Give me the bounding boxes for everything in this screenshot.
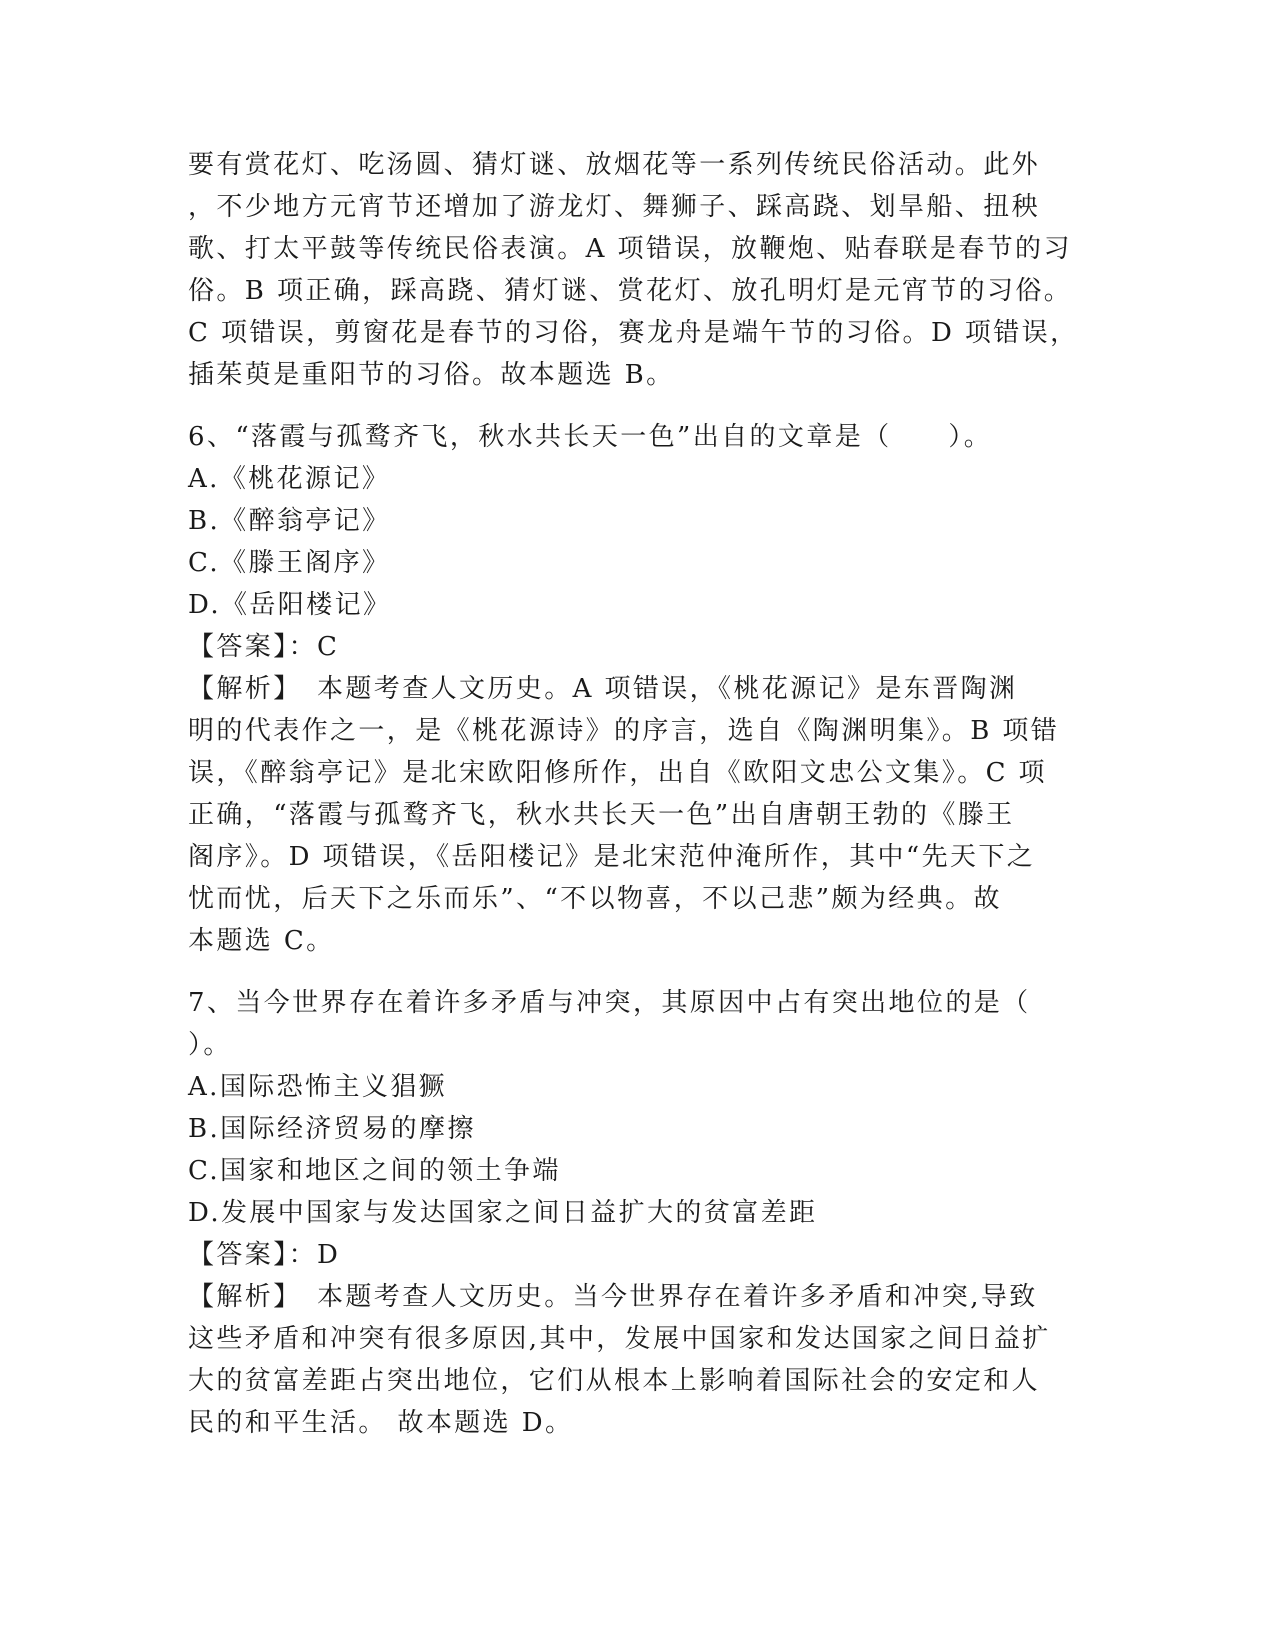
analysis-line: 民的和平生活。 故本题选 D。: [188, 1408, 574, 1438]
question-stem-continued: ）。: [188, 1030, 232, 1060]
option-a: A.《桃花源记》: [188, 464, 391, 494]
analysis-line: 误，《醉翁亭记》是北宋欧阳修所作，出自《欧阳文忠公文集》。C 项: [188, 758, 1047, 788]
text-line: 插茱萸是重阳节的习俗。故本题选 B。: [188, 360, 675, 390]
analysis-line: 【解析】 本题考查人文历史。当今世界存在着许多矛盾和冲突,导致: [188, 1282, 1038, 1312]
text-line: 俗。B 项正确，踩高跷、猜灯谜、赏花灯、放孔明灯是元宵节的习俗。: [188, 276, 1073, 306]
answer-line: 【答案】：D: [188, 1240, 341, 1270]
analysis-line: 本题选 C。: [188, 926, 335, 956]
option-b: B.《醉翁亭记》: [188, 506, 391, 536]
option-d: D.发展中国家与发达国家之间日益扩大的贫富差距: [188, 1198, 818, 1228]
option-b: B.国际经济贸易的摩擦: [188, 1114, 476, 1144]
text-line: ，不少地方元宵节还增加了游龙灯、舞狮子、踩高跷、划旱船、扭秧: [188, 192, 1041, 222]
option-c: C.国家和地区之间的领土争端: [188, 1156, 561, 1186]
option-c: C.《滕王阁序》: [188, 548, 391, 578]
analysis-line: 【解析】 本题考查人文历史。A 项错误，《桃花源记》是东晋陶渊: [188, 674, 1018, 704]
text-line: 要有赏花灯、吃汤圆、猜灯谜、放烟花等一系列传统民俗活动。此外: [188, 150, 1041, 180]
text-line: 歌、打太平鼓等传统民俗表演。A 项错误，放鞭炮、贴春联是春节的习: [188, 234, 1072, 264]
option-d: D.《岳阳楼记》: [188, 590, 392, 620]
option-a: A.国际恐怖主义猖獗: [188, 1072, 448, 1102]
text-line: C 项错误，剪窗花是春节的习俗，赛龙舟是端午节的习俗。D 项错误，: [188, 318, 1079, 348]
analysis-line: 阁序》。D 项错误，《岳阳楼记》是北宋范仲淹所作，其中“先天下之: [188, 842, 1036, 872]
analysis-line: 明的代表作之一，是《桃花源诗》的序言，选自《陶渊明集》。B 项错: [188, 716, 1060, 746]
analysis-line: 正确，“落霞与孤鹜齐飞，秋水共长天一色”出自唐朝王勃的《滕王: [188, 800, 1015, 830]
question-stem: 6、“落霞与孤鹜齐飞，秋水共长天一色”出自的文章是（ ）。: [188, 422, 993, 452]
answer-line: 【答案】：C: [188, 632, 340, 662]
question-stem: 7、当今世界存在着许多矛盾与冲突，其原因中占有突出地位的是（: [188, 988, 1031, 1018]
analysis-line: 大的贫富差距占突出地位，它们从根本上影响着国际社会的安定和人: [188, 1366, 1041, 1396]
analysis-line: 忧而忧，后天下之乐而乐”、“不以物喜，不以己悲”颇为经典。故: [188, 884, 1002, 914]
analysis-line: 这些矛盾和冲突有很多原因,其中，发展中国家和发达国家之间日益扩: [188, 1324, 1051, 1354]
